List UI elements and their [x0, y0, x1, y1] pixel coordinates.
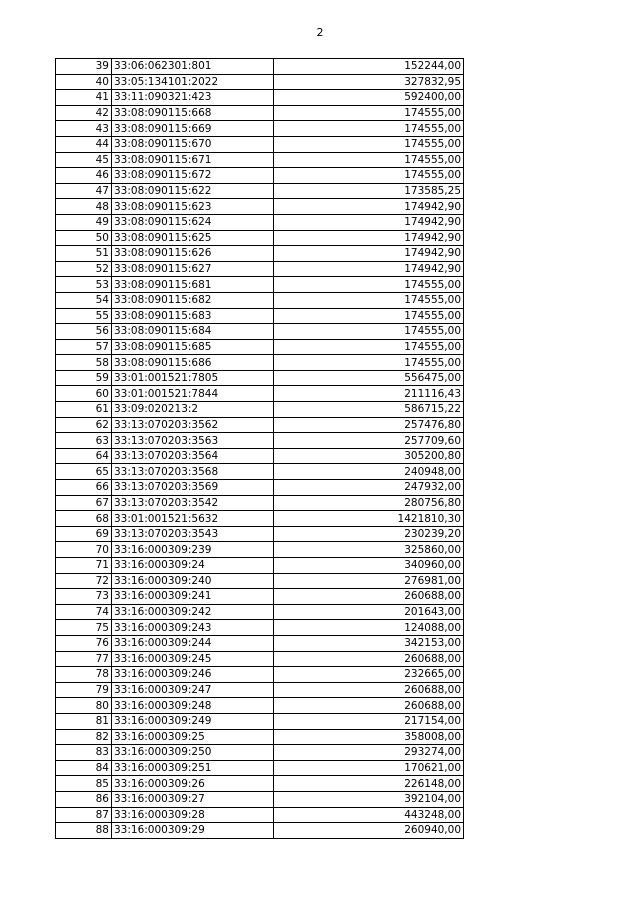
cadastral-number-cell: 33:16:000309:239 [112, 542, 274, 558]
row-number-cell: 69 [56, 526, 112, 542]
row-number-cell: 84 [56, 760, 112, 776]
row-number-cell: 86 [56, 791, 112, 807]
cadastral-value-cell: 260688,00 [274, 651, 464, 667]
cadastral-value-cell: 230239,20 [274, 526, 464, 542]
cadastral-value-cell: 124088,00 [274, 620, 464, 636]
cadastral-number-cell: 33:16:000309:29 [112, 823, 274, 839]
row-number-cell: 49 [56, 214, 112, 230]
cadastral-number-cell: 33:16:000309:249 [112, 713, 274, 729]
cadastral-value-table [55, 58, 464, 839]
table-row [56, 152, 464, 168]
table-row [56, 277, 464, 293]
row-number-cell: 79 [56, 682, 112, 698]
row-number-cell: 83 [56, 745, 112, 761]
table-row [56, 417, 464, 433]
table-row [56, 246, 464, 262]
cadastral-number-cell: 33:08:090115:671 [112, 152, 274, 168]
table-row [56, 573, 464, 589]
cadastral-value-cell: 174555,00 [274, 152, 464, 168]
row-number-cell: 40 [56, 74, 112, 90]
cadastral-number-cell: 33:16:000309:247 [112, 682, 274, 698]
row-number-cell: 85 [56, 776, 112, 792]
table-row [56, 168, 464, 184]
row-number-cell: 41 [56, 90, 112, 106]
cadastral-value-cell: 174942,90 [274, 246, 464, 262]
row-number-cell: 47 [56, 183, 112, 199]
cadastral-number-cell: 33:08:090115:672 [112, 168, 274, 184]
row-number-cell: 87 [56, 807, 112, 823]
cadastral-value-cell: 358008,00 [274, 729, 464, 745]
cadastral-number-cell: 33:16:000309:248 [112, 698, 274, 714]
cadastral-number-cell: 33:13:070203:3562 [112, 417, 274, 433]
cadastral-number-cell: 33:16:000309:251 [112, 760, 274, 776]
row-number-cell: 81 [56, 713, 112, 729]
cadastral-number-cell: 33:08:090115:684 [112, 324, 274, 340]
cadastral-number-cell: 33:16:000309:25 [112, 729, 274, 745]
cadastral-number-cell: 33:16:000309:28 [112, 807, 274, 823]
row-number-cell: 65 [56, 464, 112, 480]
table-row [56, 121, 464, 137]
cadastral-number-cell: 33:16:000309:241 [112, 589, 274, 605]
cadastral-number-cell: 33:08:090115:624 [112, 214, 274, 230]
cadastral-value-cell: 174942,90 [274, 230, 464, 246]
cadastral-number-cell: 33:08:090115:682 [112, 292, 274, 308]
row-number-cell: 42 [56, 105, 112, 121]
row-number-cell: 71 [56, 558, 112, 574]
cadastral-number-cell: 33:08:090115:668 [112, 105, 274, 121]
row-number-cell: 52 [56, 261, 112, 277]
table-row [56, 324, 464, 340]
row-number-cell: 59 [56, 370, 112, 386]
table-row [56, 589, 464, 605]
page-number: 2 [316, 26, 324, 39]
cadastral-number-cell: 33:16:000309:27 [112, 791, 274, 807]
table-row [56, 59, 464, 75]
cadastral-value-cell: 257709,60 [274, 433, 464, 449]
cadastral-number-cell: 33:13:070203:3543 [112, 526, 274, 542]
row-number-cell: 39 [56, 59, 112, 75]
cadastral-value-cell: 170621,00 [274, 760, 464, 776]
row-number-cell: 75 [56, 620, 112, 636]
row-number-cell: 73 [56, 589, 112, 605]
table-row [56, 433, 464, 449]
cadastral-number-cell: 33:13:070203:3569 [112, 480, 274, 496]
cadastral-value-cell: 201643,00 [274, 604, 464, 620]
cadastral-value-cell: 592400,00 [274, 90, 464, 106]
cadastral-value-cell: 260688,00 [274, 698, 464, 714]
cadastral-number-cell: 33:08:090115:623 [112, 199, 274, 215]
cadastral-value-cell: 340960,00 [274, 558, 464, 574]
row-number-cell: 72 [56, 573, 112, 589]
table-row [56, 542, 464, 558]
table-row [56, 480, 464, 496]
table-row [56, 558, 464, 574]
row-number-cell: 58 [56, 355, 112, 371]
row-number-cell: 43 [56, 121, 112, 137]
cadastral-number-cell: 33:16:000309:243 [112, 620, 274, 636]
table-row [56, 355, 464, 371]
row-number-cell: 80 [56, 698, 112, 714]
cadastral-number-cell: 33:16:000309:246 [112, 667, 274, 683]
cadastral-value-cell: 247932,00 [274, 480, 464, 496]
table-row [56, 526, 464, 542]
row-number-cell: 70 [56, 542, 112, 558]
table-row [56, 370, 464, 386]
cadastral-number-cell: 33:16:000309:244 [112, 635, 274, 651]
cadastral-value-cell: 260688,00 [274, 682, 464, 698]
table-row [56, 807, 464, 823]
cadastral-number-cell: 33:09:020213:2 [112, 402, 274, 418]
table-row [56, 261, 464, 277]
table-row [56, 402, 464, 418]
cadastral-value-cell: 174942,90 [274, 199, 464, 215]
row-number-cell: 77 [56, 651, 112, 667]
cadastral-number-cell: 33:08:090115:670 [112, 136, 274, 152]
cadastral-number-cell: 33:13:070203:3568 [112, 464, 274, 480]
table-row [56, 214, 464, 230]
cadastral-value-cell: 293274,00 [274, 745, 464, 761]
cadastral-value-cell: 174555,00 [274, 136, 464, 152]
cadastral-number-cell: 33:16:000309:26 [112, 776, 274, 792]
table-row [56, 448, 464, 464]
cadastral-value-cell: 174555,00 [274, 168, 464, 184]
row-number-cell: 88 [56, 823, 112, 839]
cadastral-value-cell: 226148,00 [274, 776, 464, 792]
table-row [56, 635, 464, 651]
cadastral-value-cell: 174555,00 [274, 355, 464, 371]
row-number-cell: 68 [56, 511, 112, 527]
cadastral-number-cell: 33:05:134101:2022 [112, 74, 274, 90]
table-row [56, 651, 464, 667]
cadastral-value-cell: 174942,90 [274, 214, 464, 230]
cadastral-number-cell: 33:08:090115:686 [112, 355, 274, 371]
cadastral-value-cell: 257476,80 [274, 417, 464, 433]
cadastral-number-cell: 33:13:070203:3563 [112, 433, 274, 449]
cadastral-number-cell: 33:01:001521:7805 [112, 370, 274, 386]
row-number-cell: 50 [56, 230, 112, 246]
cadastral-value-cell: 327832,95 [274, 74, 464, 90]
table-body [56, 59, 464, 839]
table-row [56, 339, 464, 355]
cadastral-value-cell: 174555,00 [274, 121, 464, 137]
cadastral-number-cell: 33:16:000309:245 [112, 651, 274, 667]
row-number-cell: 60 [56, 386, 112, 402]
row-number-cell: 63 [56, 433, 112, 449]
cadastral-number-cell: 33:08:090115:625 [112, 230, 274, 246]
table-row [56, 729, 464, 745]
table-row [56, 105, 464, 121]
cadastral-value-cell: 174942,90 [274, 261, 464, 277]
row-number-cell: 62 [56, 417, 112, 433]
row-number-cell: 44 [56, 136, 112, 152]
cadastral-value-cell: 232665,00 [274, 667, 464, 683]
cadastral-value-cell: 1421810,30 [274, 511, 464, 527]
table-row [56, 495, 464, 511]
table-row [56, 745, 464, 761]
cadastral-number-cell: 33:08:090115:627 [112, 261, 274, 277]
table-row [56, 464, 464, 480]
table-row [56, 308, 464, 324]
row-number-cell: 74 [56, 604, 112, 620]
row-number-cell: 76 [56, 635, 112, 651]
row-number-cell: 78 [56, 667, 112, 683]
table-row [56, 604, 464, 620]
cadastral-number-cell: 33:08:090115:681 [112, 277, 274, 293]
table-row [56, 386, 464, 402]
table-row [56, 620, 464, 636]
cadastral-number-cell: 33:06:062301:801 [112, 59, 274, 75]
cadastral-number-cell: 33:01:001521:5632 [112, 511, 274, 527]
table-row [56, 183, 464, 199]
cadastral-value-cell: 325860,00 [274, 542, 464, 558]
row-number-cell: 48 [56, 199, 112, 215]
table-row [56, 791, 464, 807]
cadastral-value-cell: 152244,00 [274, 59, 464, 75]
table-row [56, 682, 464, 698]
table-row [56, 292, 464, 308]
table-row [56, 74, 464, 90]
row-number-cell: 53 [56, 277, 112, 293]
table-row [56, 511, 464, 527]
cadastral-number-cell: 33:01:001521:7844 [112, 386, 274, 402]
cadastral-number-cell: 33:08:090115:626 [112, 246, 274, 262]
row-number-cell: 61 [56, 402, 112, 418]
table-row [56, 667, 464, 683]
cadastral-value-cell: 173585,25 [274, 183, 464, 199]
row-number-cell: 67 [56, 495, 112, 511]
cadastral-value-cell: 276981,00 [274, 573, 464, 589]
cadastral-value-cell: 260940,00 [274, 823, 464, 839]
cadastral-value-cell: 174555,00 [274, 277, 464, 293]
row-number-cell: 82 [56, 729, 112, 745]
cadastral-value-cell: 240948,00 [274, 464, 464, 480]
cadastral-number-cell: 33:08:090115:669 [112, 121, 274, 137]
table-row [56, 136, 464, 152]
cadastral-value-cell: 211116,43 [274, 386, 464, 402]
cadastral-value-cell: 586715,22 [274, 402, 464, 418]
cadastral-value-cell: 443248,00 [274, 807, 464, 823]
row-number-cell: 51 [56, 246, 112, 262]
row-number-cell: 56 [56, 324, 112, 340]
cadastral-value-cell: 280756,80 [274, 495, 464, 511]
table-row [56, 698, 464, 714]
cadastral-value-cell: 342153,00 [274, 635, 464, 651]
row-number-cell: 45 [56, 152, 112, 168]
cadastral-number-cell: 33:16:000309:250 [112, 745, 274, 761]
cadastral-number-cell: 33:08:090115:683 [112, 308, 274, 324]
cadastral-value-cell: 174555,00 [274, 308, 464, 324]
cadastral-number-cell: 33:16:000309:240 [112, 573, 274, 589]
cadastral-value-cell: 174555,00 [274, 105, 464, 121]
cadastral-number-cell: 33:08:090115:622 [112, 183, 274, 199]
row-number-cell: 55 [56, 308, 112, 324]
row-number-cell: 46 [56, 168, 112, 184]
row-number-cell: 57 [56, 339, 112, 355]
table-row [56, 760, 464, 776]
table-row [56, 823, 464, 839]
cadastral-number-cell: 33:16:000309:24 [112, 558, 274, 574]
table-row [56, 199, 464, 215]
cadastral-number-cell: 33:13:070203:3564 [112, 448, 274, 464]
cadastral-value-cell: 217154,00 [274, 713, 464, 729]
cadastral-value-cell: 556475,00 [274, 370, 464, 386]
cadastral-value-cell: 392104,00 [274, 791, 464, 807]
table-row [56, 90, 464, 106]
row-number-cell: 66 [56, 480, 112, 496]
cadastral-number-cell: 33:16:000309:242 [112, 604, 274, 620]
cadastral-number-cell: 33:13:070203:3542 [112, 495, 274, 511]
row-number-cell: 64 [56, 448, 112, 464]
table-row [56, 713, 464, 729]
cadastral-value-cell: 260688,00 [274, 589, 464, 605]
cadastral-value-cell: 174555,00 [274, 339, 464, 355]
cadastral-value-cell: 174555,00 [274, 292, 464, 308]
cadastral-value-cell: 305200,80 [274, 448, 464, 464]
cadastral-number-cell: 33:08:090115:685 [112, 339, 274, 355]
row-number-cell: 54 [56, 292, 112, 308]
table-row [56, 776, 464, 792]
cadastral-number-cell: 33:11:090321:423 [112, 90, 274, 106]
table-row [56, 230, 464, 246]
cadastral-value-cell: 174555,00 [274, 324, 464, 340]
